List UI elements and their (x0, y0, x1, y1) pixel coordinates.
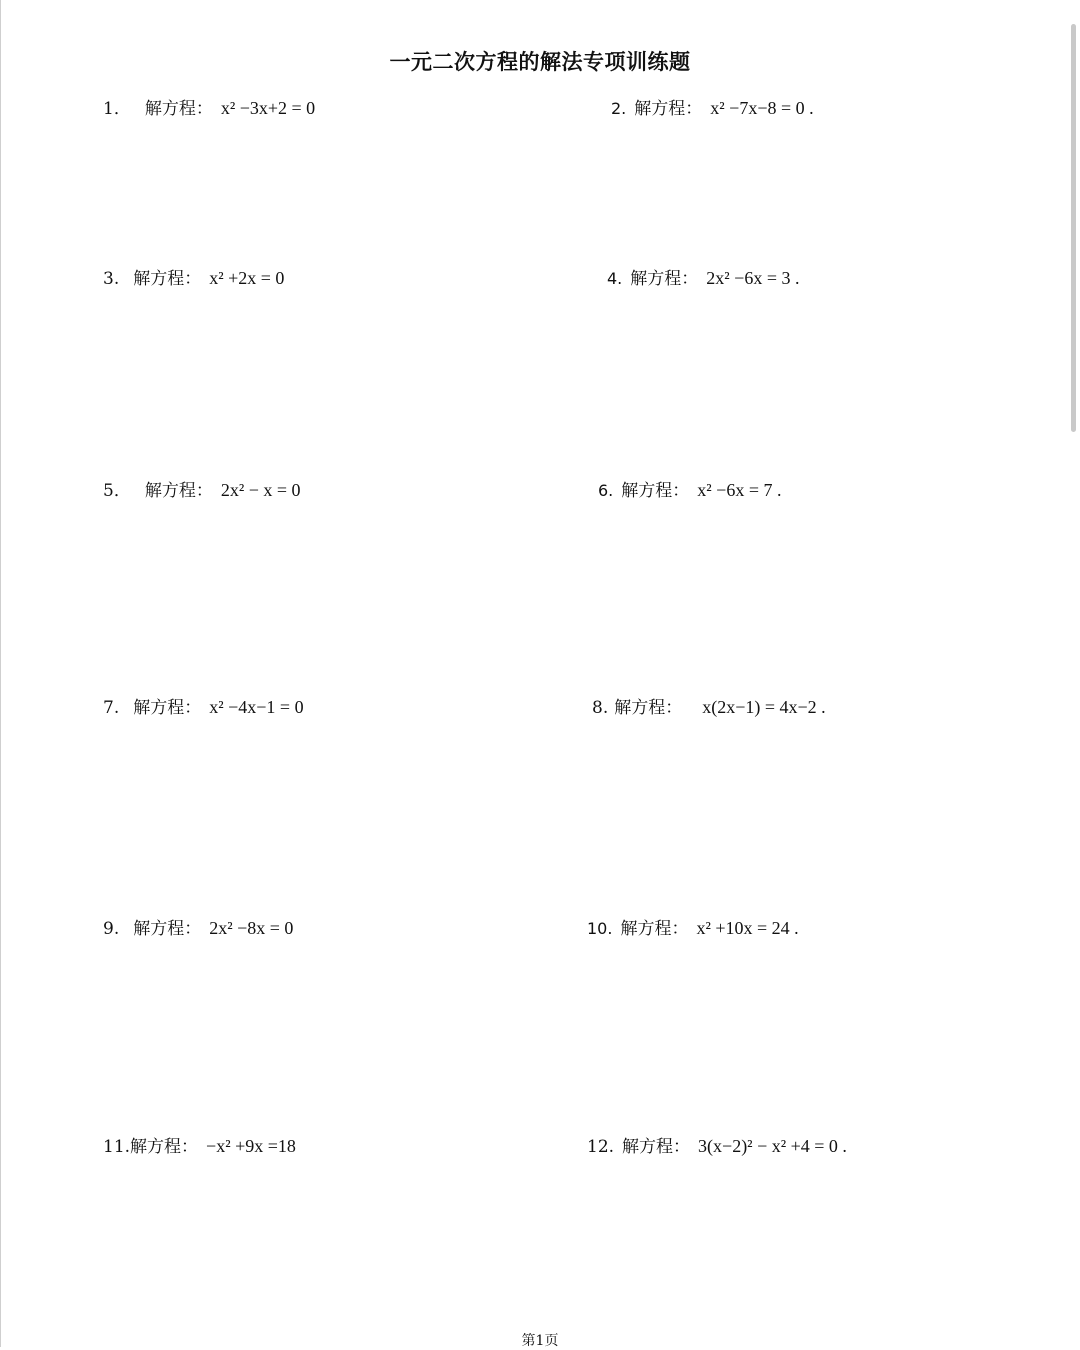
problem-equation: x² −4x−1 = 0 (209, 697, 304, 717)
problem-equation: 2x² − x = 0 (220, 480, 301, 500)
problem-equation: x² +10x = 24 . (696, 918, 799, 938)
problem-label: 解方程： (622, 1137, 691, 1157)
problem-number: 4. (607, 269, 623, 288)
problem-label: 解方程： (130, 1137, 199, 1157)
problem-number: 5． (103, 481, 131, 501)
page-number: 第1页 (521, 1333, 559, 1349)
problem-number: 10. (587, 919, 613, 938)
problem-number: 1． (103, 99, 131, 119)
problem-equation: x² −3x+2 = 0 (220, 98, 316, 118)
problem-3 (103, 264, 284, 289)
problem-equation: x² −6x = 7 . (697, 480, 782, 500)
problem-number: 2. (611, 99, 627, 118)
problem-label: 解方程： (614, 698, 683, 718)
problem-9 (103, 914, 293, 939)
problem-equation: 3(x−2)² − x² +4 = 0 . (698, 1136, 847, 1156)
scrollbar[interactable] (1071, 24, 1076, 432)
problem-equation: 2x² −8x = 0 (209, 918, 294, 938)
problem-number: 11. (103, 1137, 131, 1157)
problem-equation: x(2x−1) = 4x−2 . (702, 697, 826, 717)
problem-10 (587, 914, 799, 939)
problem-equation: −x² +9x =18 (206, 1136, 296, 1156)
problem-number: 8. (592, 698, 609, 718)
problem-4 (607, 264, 799, 289)
problem-6 (598, 476, 781, 501)
problem-equation: x² −7x−8 = 0 . (710, 98, 814, 118)
problem-label: 解方程： (630, 269, 699, 289)
problem-number: 7. (103, 698, 120, 718)
problem-label: 解方程： (634, 99, 703, 119)
problem-number: 9. (103, 919, 120, 939)
problem-number: 6. (598, 481, 614, 500)
document-title: 一元二次方程的解法专项训练题 (389, 50, 691, 74)
problem-label: 解方程： (133, 269, 202, 289)
problem-label: 解方程： (621, 481, 690, 501)
problem-label: 解方程： (620, 919, 689, 939)
problem-label: 解方程： (133, 919, 202, 939)
page-edge (0, 0, 1, 1347)
problem-label: 解方程： (133, 698, 202, 718)
problem-5 (103, 476, 301, 501)
problem-8 (592, 693, 826, 718)
problem-equation: x² +2x = 0 (209, 268, 285, 288)
problem-11 (103, 1132, 296, 1157)
problem-12 (587, 1132, 847, 1157)
problem-label: 解方程： (144, 481, 213, 501)
problem-number: 12. (587, 1137, 615, 1157)
problem-7 (103, 693, 304, 718)
problem-equation: 2x² −6x = 3 . (706, 268, 800, 288)
problem-2 (611, 94, 814, 119)
problem-number: 3. (103, 269, 120, 289)
problem-label: 解方程： (144, 99, 213, 119)
problem-1 (103, 94, 315, 119)
